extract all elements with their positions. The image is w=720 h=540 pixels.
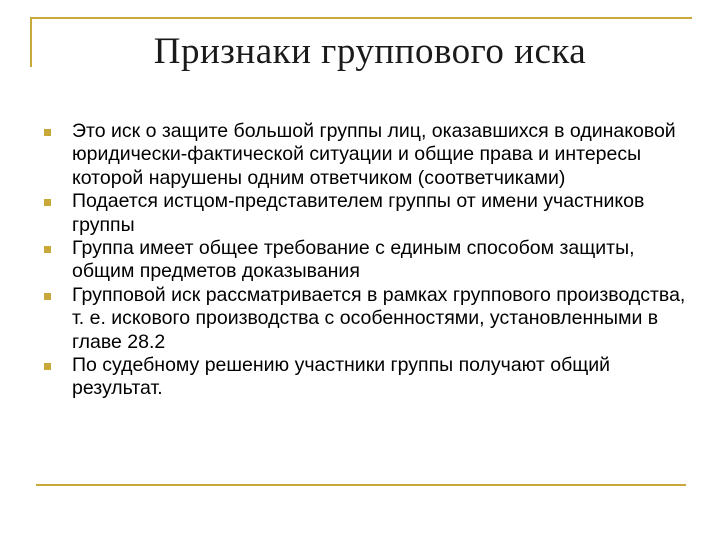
bullet-text: Подается истцом-представителем группы от имени участников группы [72,190,645,236]
square-bullet-icon [44,363,51,370]
square-bullet-icon [44,199,51,206]
bullet-item [44,237,694,284]
top-divider [30,17,692,19]
square-bullet-icon [44,246,51,253]
bullet-item [44,120,694,190]
bullet-text: Группа имеет общее требование с единым способом защиты, общим предметов доказывания [72,237,635,283]
bullet-text: Групповой иск рассматривается в рамках группового производства, т. е. искового производства с особенностями, установленными в главе 28.2 [72,283,686,353]
bullet-text: По судебному решению участники группы получают общий результат. [72,354,611,400]
bullet-item [44,354,694,401]
bullet-list [44,120,694,401]
bottom-divider [36,484,686,486]
square-bullet-icon [44,293,51,300]
bullet-text: Это иск о защите большой группы лиц, оказавшихся в одинаковой юридически-фактической ситуации и общие права и интересы которой нарушены одним ответчиком (соответчиками) [72,120,676,189]
bullet-item [44,284,694,354]
square-bullet-icon [44,129,51,136]
left-divider [30,17,32,67]
bullet-item [44,190,694,237]
slide-title: Признаки группового иска [153,31,587,72]
